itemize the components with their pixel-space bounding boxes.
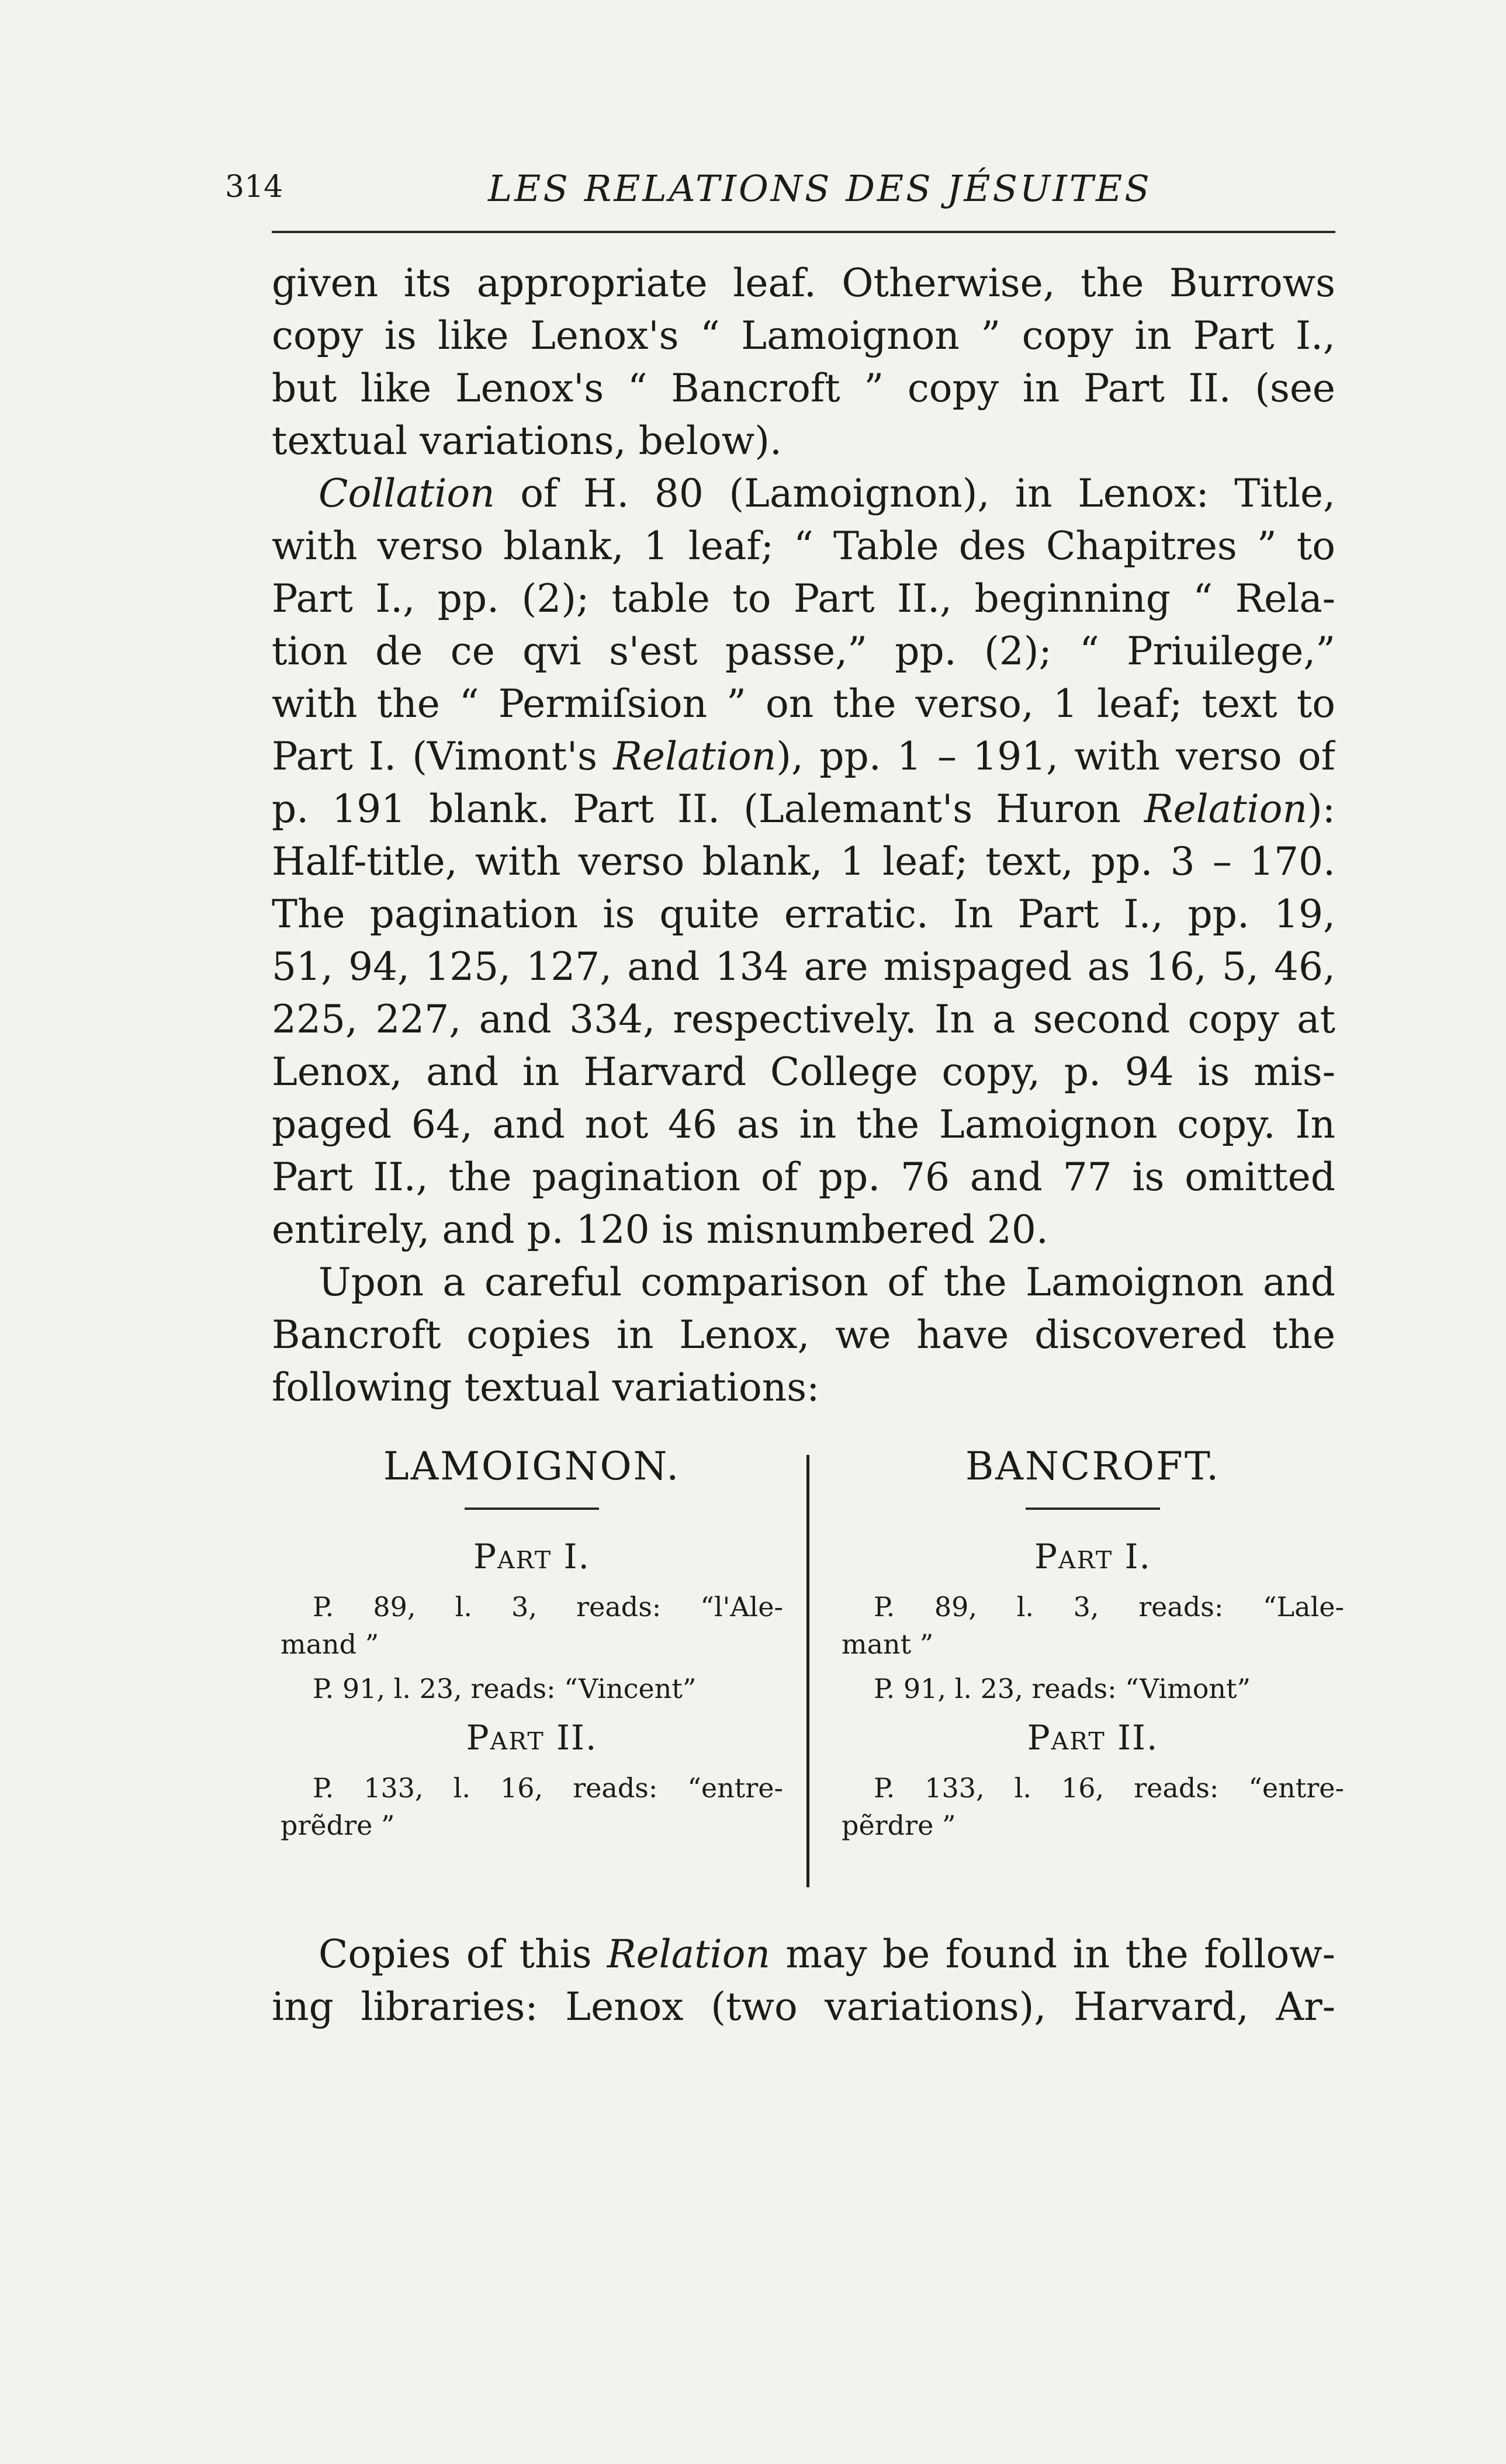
- header-rule: [272, 231, 1335, 233]
- comparison-line: following textual variations:: [272, 1365, 820, 1410]
- column-rule: [1026, 1507, 1160, 1510]
- collation-line: p. 191 blank. Part II. (Lalemant's Huron Relation):: [272, 786, 1335, 831]
- variation-entry: P. 91, l. 23, reads: “Vincent”: [313, 1673, 697, 1704]
- part-heading: Part II.: [466, 1718, 598, 1758]
- text-line: but like Lenox's “ Bancroft ” copy in Part II. (see: [272, 366, 1335, 411]
- collation-line: Part I., pp. (2); table to Part II., beginning “ Rela-: [272, 576, 1335, 621]
- collation-line: Part I. (Vimont's Relation), pp. 1 – 191, with verso of: [272, 734, 1335, 779]
- collation-line: Part II., the pagination of pp. 76 and 77 is omitted: [272, 1155, 1335, 1200]
- collation-line: The pagination is quite erratic. In Part I., pp. 19,: [272, 892, 1335, 937]
- collation-line: entirely, and p. 120 is misnumbered 20.: [272, 1207, 1048, 1252]
- collation-line: tion de ce qvi s'est passe,” pp. (2); “ Priuilege,”: [272, 629, 1335, 674]
- column-rule: [465, 1507, 599, 1510]
- text-line: given its appropriate leaf. Otherwise, the Burrows: [272, 261, 1335, 306]
- variation-entry: P. 91, l. 23, reads: “Vimont”: [874, 1673, 1251, 1704]
- collation-line: Collation of H. 80 (Lamoignon), in Lenox: Title,: [318, 471, 1335, 516]
- text-line: textual variations, below).: [272, 418, 782, 463]
- part-heading: Part I.: [473, 1537, 590, 1576]
- column-title: LAMOIGNON.: [383, 1444, 681, 1489]
- text-line: copy is like Lenox's “ Lamoignon ” copy in Part I.,: [272, 313, 1335, 358]
- variation-entry: P. 133, l. 16, reads: “entre- prẽdre ”: [281, 1772, 783, 1841]
- lamoignon-column: [281, 1437, 783, 1851]
- collation-line: with the “ Permiſsion ” on the verso, 1 leaf; text to: [272, 681, 1335, 726]
- collation-line: Half-title, with verso blank, 1 leaf; text, pp. 3 – 170.: [272, 839, 1335, 884]
- running-title: LES RELATIONS DES JÉSUITES: [488, 167, 1152, 210]
- variation-entry: P. 133, l. 16, reads: “entre- pẽrdre ”: [842, 1772, 1344, 1841]
- comparison-line: Bancroft copies in Lenox, we have discovered the: [272, 1312, 1335, 1357]
- collation-line: 51, 94, 125, 127, and 134 are mispaged as 16, 5, 46,: [272, 944, 1335, 989]
- column-title: BANCROFT.: [965, 1444, 1221, 1489]
- collation-line: Lenox, and in Harvard College copy, p. 94 is mis-: [272, 1049, 1335, 1094]
- bancroft-column: [842, 1437, 1344, 1851]
- variations-table: [257, 1437, 1344, 1905]
- closing-paragraph: [272, 1928, 1335, 2033]
- collation-label: Collation: [318, 471, 495, 516]
- text-line: ing libraries: Lenox (two variations), Harvard, Ar-: [272, 1984, 1335, 2029]
- part-heading: Part II.: [1027, 1718, 1159, 1758]
- page-header: [225, 169, 1335, 216]
- collation-line: paged 64, and not 46 as in the Lamoignon copy. In: [272, 1102, 1335, 1147]
- variation-entry: P. 89, l. 3, reads: “l'Ale- mand ”: [281, 1591, 783, 1660]
- collation-line: with verso blank, 1 leaf; “ Table des Chapitres ” to: [272, 524, 1335, 569]
- collation-line: 225, 227, and 334, respectively. In a second copy at: [272, 997, 1335, 1042]
- comparison-line: Upon a careful comparison of the Lamoignon and: [318, 1260, 1335, 1305]
- text-line: Copies of this Relation may be found in the follow-: [318, 1932, 1335, 1977]
- column-divider: [806, 1455, 809, 1887]
- main-text: [272, 257, 1335, 1414]
- part-heading: Part I.: [1034, 1537, 1151, 1576]
- page-number: 314: [225, 169, 283, 205]
- variation-entry: P. 89, l. 3, reads: “Lale- mant ”: [842, 1591, 1344, 1660]
